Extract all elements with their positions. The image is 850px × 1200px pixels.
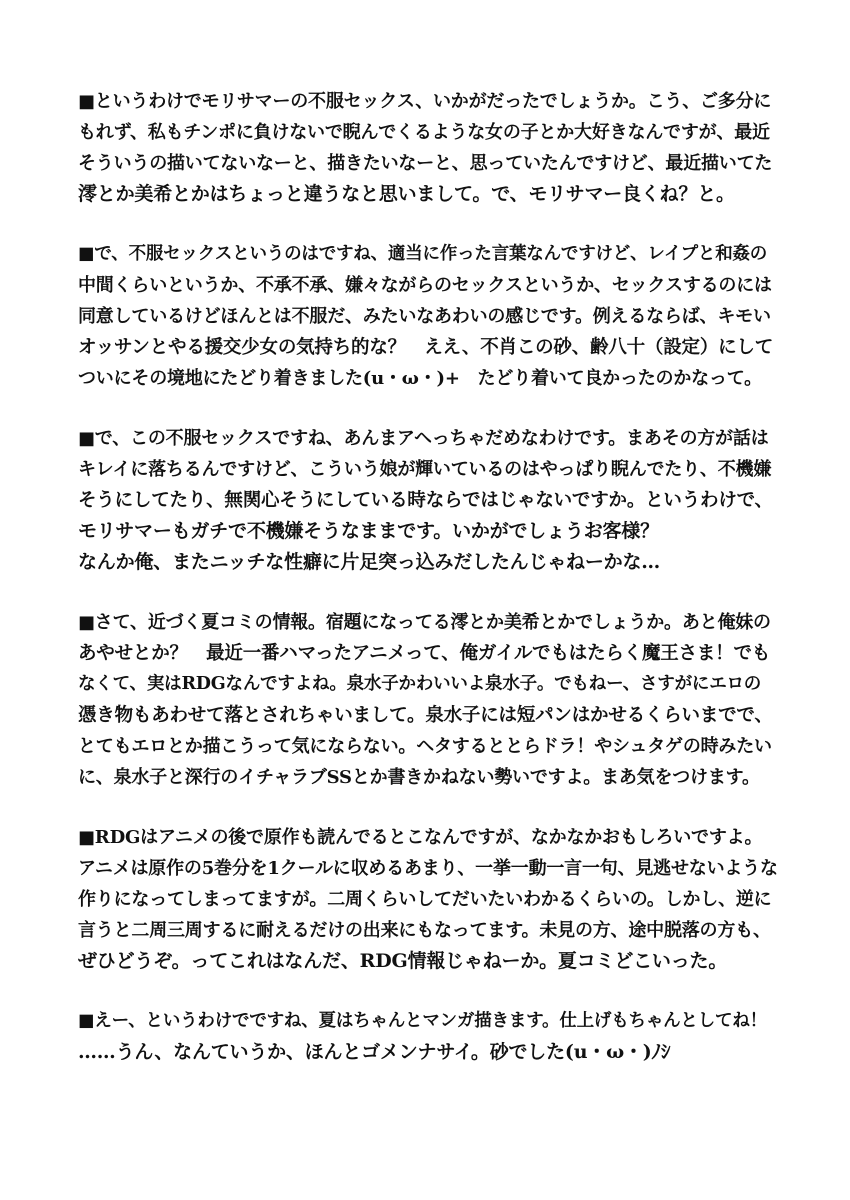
text-line: ■で、不服セックスというのはですね、適当に作った言葉なんですけど、レイプと和姦の [78,244,768,264]
text-line: とてもエロとか描こうって気にならない。ヘタするととらドラ！やシュタゲの時みたい [78,736,772,757]
paragraph-closing [78,1006,778,1068]
text-line: オッサンとやる援交少女の気持ち的な？ ええ、不肖この砂、齢八十（設定）にして [78,337,774,358]
text-line: モリサマーもガチで不機嫌そうなままです。いかがでしょうお客様？ [78,520,659,542]
text-line: 澪とか美希とかはちょっと違うなと思いまして。で、モリサマー良くね？と。 [78,183,735,205]
text-line: アニメは原作の5巻分を1クールに収めるあまり、一挙一動一言一句、見逃せないような [78,858,778,879]
text-line: 言うと二周三周するに耐えるだけの出来にもなってます。未見の方、途中脱落の方も、 [78,920,771,941]
text-line: キレイに落ちるんですけど、こういう娘が輝いているのはやっぱり睨んでたり、不機嫌 [78,459,772,480]
text-line: なんか俺、またニッチな性癖に片足突っ込みだしたんじゃねーかな… [78,551,661,573]
afterword-text [78,86,778,1097]
text-line: ついにその境地にたどり着きました(u・ω・)+ たどり着いて良かったのかなって。 [78,368,762,389]
text-line: なくて、実はRDGなんですよね。泉水子かわいいよ泉水子。でもねー、さすがにエロの [78,674,762,694]
text-line: ■えー、というわけでですね、夏はちゃんとマンガ描きます。仕上げもちゃんとしてね！ [78,1011,767,1031]
text-line: ぜひどうぞ。ってこれはなんだ、RDG情報じゃねーか。夏コミどこいった。 [78,950,728,972]
text-line: ■というわけでモリサマーの不服セックス、いかがだったでしょうか。こう、ご多分に [78,91,772,112]
text-line: 憑き物もあわせて落とされちゃいまして。泉水子には短パンはかせるくらいまでで、 [78,705,773,726]
text-line: ……うん、なんていうか、ほんとゴメンナサイ。砂でした(u・ω・)ﾉｼ [78,1041,671,1063]
paragraph-expression [78,423,778,578]
text-line: 中間くらいというか、不承不承、嫌々ながらのセックスというか、セックスするのには [78,275,772,296]
text-line: ■さて、近づく夏コミの情報。宿題になってる澪とか美希とかでしょうか。あと俺妹の [78,612,771,633]
text-line: あやせとか？ 最近一番ハマったアニメって、俺ガイルでもはたらく魔王さま！でも [78,643,771,664]
text-line: そういうの描いてないなーと、描きたいなーと、思っていたんですけど、最近描いてた [78,153,773,174]
paragraph-rdg [78,822,778,977]
paragraph-definition [78,239,778,394]
paragraph-morisummer-intro [78,86,778,210]
text-line: ■RDGはアニメの後で原作も読んでるとこなんですが、なかなかおもしろいですよ。 [78,827,763,848]
text-line: 同意しているけどほんとは不服だ、みたいなあわいの感じです。例えるならば、キモい [78,306,771,327]
text-line: もれず、私もチンポに負けないで睨んでくるような女の子とか大好きなんですが、最近 [78,122,770,143]
paragraph-summer-comiket [78,607,778,793]
text-line: ■で、この不服セックスですね、あんまアヘっちゃだめなわけです。まあその方が話は [78,428,769,449]
text-line: 作りになってしまってますが。二周くらいしてだいたいわかるくらいの。しかし、逆に [78,889,772,910]
text-line: に、泉水子と深行のイチャラブSSとか書きかねない勢いですよ。まあ気をつけます。 [78,767,760,788]
text-line: そうにしてたり、無関心そうにしている時ならではじゃないですか。というわけで、 [78,490,773,511]
